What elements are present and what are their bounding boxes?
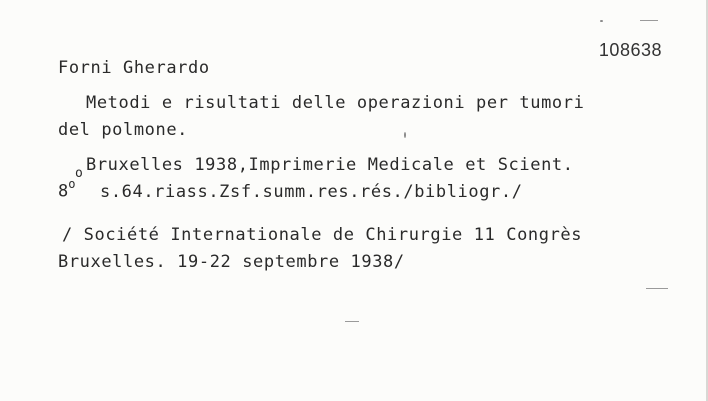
format-size-degree: o xyxy=(68,177,76,191)
scan-mark xyxy=(646,288,668,289)
accession-number: 108638 xyxy=(598,40,662,60)
scan-mark xyxy=(345,321,359,322)
title-line-1: Metodi e risultati delle operazioni per tumori xyxy=(86,93,585,113)
imprint-prefix: o xyxy=(75,166,84,181)
format-size-number: 8 xyxy=(58,181,69,202)
format-size xyxy=(58,176,75,202)
collation-line: s.64.riass.Zsf.summ.res.rés./bibliogr./ xyxy=(100,182,523,202)
scan-speck xyxy=(404,132,406,138)
author-heading: Forni Gherardo xyxy=(58,58,210,78)
scan-mark xyxy=(640,20,658,21)
title-line-2: del polmone. xyxy=(58,120,189,140)
scan-speck xyxy=(600,20,603,22)
imprint-line: Bruxelles 1938,Imprimerie Medicale et Scient. xyxy=(86,155,574,175)
series-line-1: / Société Internationale de Chirurgie 11 Congrès xyxy=(62,225,583,245)
series-line-2: Bruxelles. 19-22 septembre 1938/ xyxy=(58,252,405,272)
